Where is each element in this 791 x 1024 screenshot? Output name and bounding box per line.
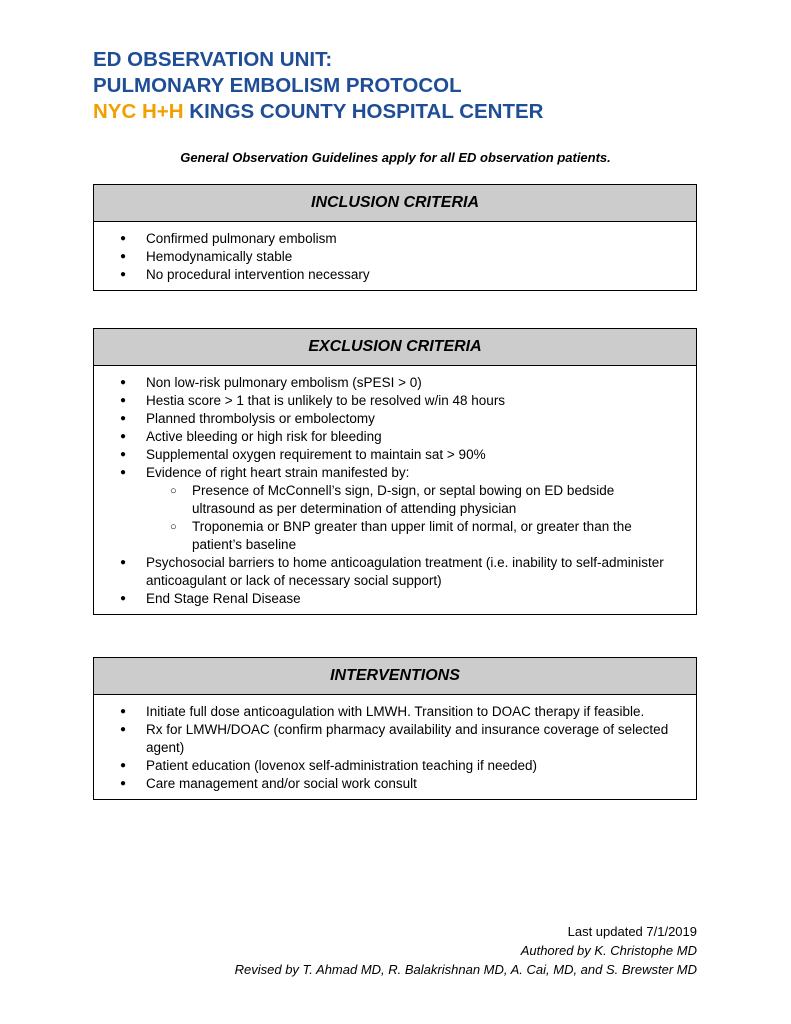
list-item: ● Confirmed pulmonary embolism <box>94 230 696 248</box>
hospital-name: KINGS COUNTY HOSPITAL CENTER <box>183 100 544 123</box>
title-line-2: PULMONARY EMBOLISM PROTOCOL <box>93 74 462 97</box>
list-item: ● Hestia score > 1 that is unlikely to be resolved w/in 48 hours <box>94 392 696 410</box>
interventions-heading: INTERVENTIONS <box>94 658 696 695</box>
exclusion-criteria-section <box>93 328 697 615</box>
list-item-text: Evidence of right heart strain manifested by: <box>146 465 410 480</box>
list-item: ● Psychosocial barriers to home anticoagulation treatment (i.e. inability to self-administer anticoagulant or lack of necessary social support) <box>94 554 696 590</box>
inclusion-criteria-section <box>93 184 697 291</box>
list-item: ● Supplemental oxygen requirement to maintain sat > 90% <box>94 446 696 464</box>
right-heart-strain-sublist <box>146 482 686 554</box>
list-item: ● Care management and/or social work consult <box>94 775 696 793</box>
interventions-section <box>93 657 697 800</box>
title-line-3 <box>93 99 543 125</box>
interventions-list <box>94 695 696 799</box>
list-item: ● Planned thrombolysis or embolectomy <box>94 410 696 428</box>
title-line-1: ED OBSERVATION UNIT: <box>93 48 333 71</box>
list-item: ● Active bleeding or high risk for bleeding <box>94 428 696 446</box>
revised-by: Revised by T. Ahmad MD, R. Balakrishnan MD, A. Cai, MD, and S. Brewster MD <box>234 962 697 977</box>
sub-list-item: ○ Presence of McConnell’s sign, D-sign, or septal bowing on ED bedside ultrasound as per determination of attending physician <box>146 482 686 518</box>
inclusion-criteria-heading: INCLUSION CRITERIA <box>94 185 696 222</box>
inclusion-criteria-list <box>94 222 696 290</box>
exclusion-criteria-heading: EXCLUSION CRITERIA <box>94 329 696 366</box>
list-item: ● Non low-risk pulmonary embolism (sPESI > 0) <box>94 374 696 392</box>
general-guidelines-note: General Observation Guidelines apply for all ED observation patients. <box>180 150 611 165</box>
org-name: NYC H+H <box>93 100 184 123</box>
list-item: ● Patient education (lovenox self-administration teaching if needed) <box>94 757 696 775</box>
authored-by: Authored by K. Christophe MD <box>520 943 697 958</box>
list-item-right-heart-strain <box>94 464 696 554</box>
sub-list-item: ○ Troponemia or BNP greater than upper limit of normal, or greater than the patient’s baseline <box>146 518 686 554</box>
document-footer <box>235 922 697 979</box>
document-title <box>93 47 543 125</box>
list-item: ● No procedural intervention necessary <box>94 266 696 284</box>
list-item: ● End Stage Renal Disease <box>94 590 696 608</box>
last-updated: Last updated 7/1/2019 <box>567 924 697 939</box>
exclusion-criteria-list <box>94 366 696 614</box>
list-item: ● Initiate full dose anticoagulation with LMWH. Transition to DOAC therapy if feasible. <box>94 703 696 721</box>
list-item: ● Hemodynamically stable <box>94 248 696 266</box>
list-item: ● Rx for LMWH/DOAC (confirm pharmacy availability and insurance coverage of selected agent) <box>94 721 696 757</box>
